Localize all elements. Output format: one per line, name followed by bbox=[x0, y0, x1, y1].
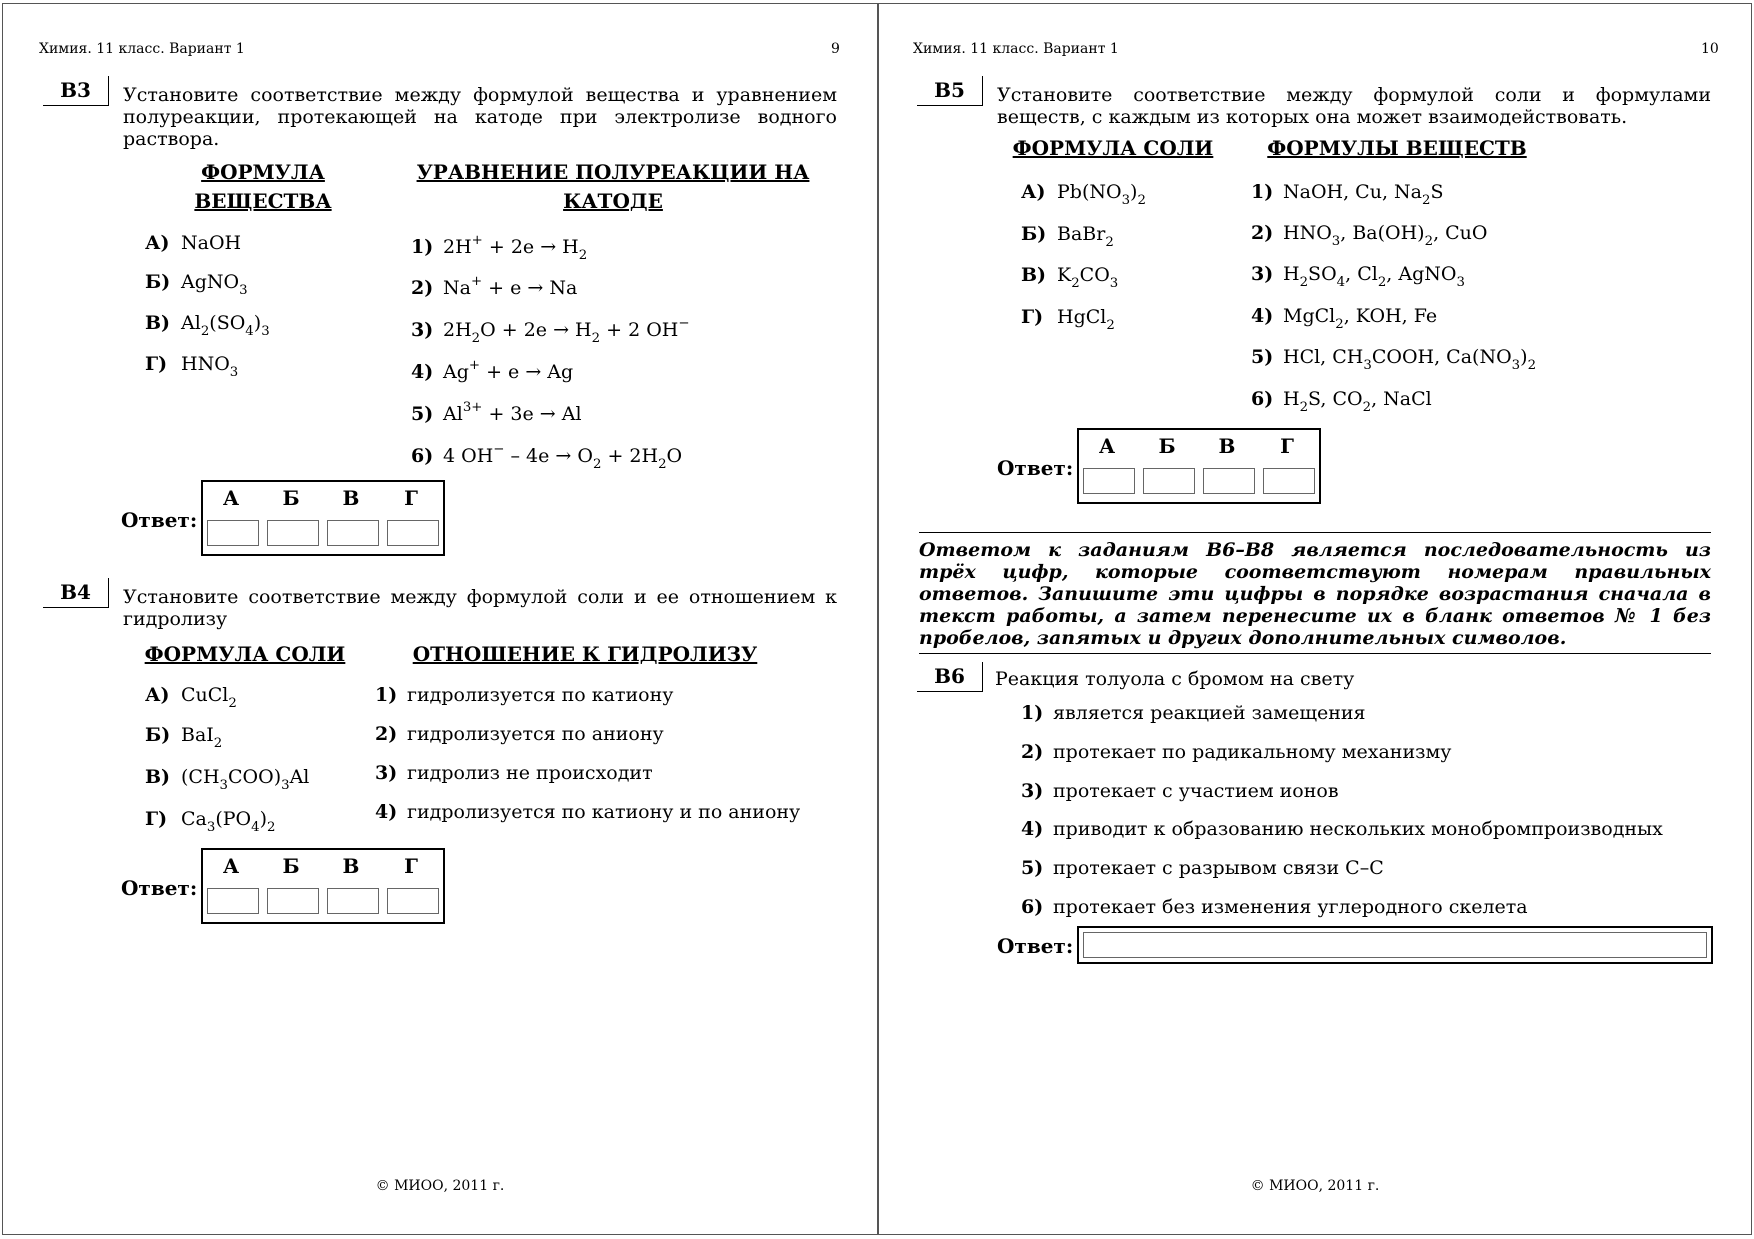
list-item: А) CuCl$_2$ bbox=[145, 684, 237, 711]
task-label-b3: B3 bbox=[43, 76, 109, 106]
answer-cell-v[interactable] bbox=[1203, 468, 1255, 494]
list-item: 1) NaOH, Cu, $Na_2S$ bbox=[1251, 181, 1444, 208]
answer-cell-b[interactable] bbox=[267, 520, 319, 546]
task-label-b4: B4 bbox=[43, 578, 109, 608]
column-header-cathode-reaction: УРАВНЕНИЕ ПОЛУРЕАКЦИИ НА КАТОДЕ bbox=[416, 160, 810, 213]
column-header-substances: ФОРМУЛЫ ВЕЩЕСТВ bbox=[1267, 136, 1527, 160]
instructions-notice: Ответом к заданиям В6–В8 является последовательность из трёх цифр, которые соответствуют номерам правильных ответов. Запишите эти цифры в порядке возрастания сначала в текст работы, а затем перенесите их в бланк ответов № 1 без пробелов, запятых и других дополнительных символов. bbox=[919, 532, 1711, 654]
answer-cell-b[interactable] bbox=[1143, 468, 1195, 494]
page-number: 10 bbox=[1701, 41, 1719, 57]
list-item: 5) протекает с разрывом связи С–С bbox=[1021, 857, 1384, 879]
list-item: Г) $HNO_3$ bbox=[145, 353, 239, 380]
answer-cell-a[interactable] bbox=[207, 888, 259, 914]
answer-cell-b[interactable] bbox=[267, 888, 319, 914]
list-item: 4) гидролизуется по катиону и по аниону bbox=[375, 801, 801, 823]
list-item: 2) протекает по радикальному механизму bbox=[1021, 741, 1452, 763]
list-item: 1) гидролизуется по катиону bbox=[375, 684, 674, 706]
answer-cell-v[interactable] bbox=[327, 888, 379, 914]
answer-label: Ответ: bbox=[997, 456, 1074, 480]
list-item: В) $Al_2(SO_4)_3$ bbox=[145, 312, 270, 339]
answer-cell-g[interactable] bbox=[387, 520, 439, 546]
column-header-hydrolysis: ОТНОШЕНИЕ К ГИДРОЛИЗУ bbox=[412, 642, 758, 666]
task-statement-b3: Установите соответствие между формулой вещества и уравнением полуреакции, протекающей на катоде при электролизе водного раствора. bbox=[123, 84, 837, 150]
task-label-b5: B5 bbox=[917, 76, 983, 106]
list-item: А) $Pb(NO_3)_2$ bbox=[1021, 181, 1146, 208]
answer-field-b6[interactable] bbox=[1077, 926, 1713, 964]
list-item: 4) Ag+ + e → Ag bbox=[411, 358, 574, 383]
list-item: 5) HCl, $CH_3COOH$, $Ca(NO_3)_2$ bbox=[1251, 346, 1537, 373]
list-item: 2) гидролизуется по аниону bbox=[375, 723, 664, 745]
list-item: 3) гидролиз не происходит bbox=[375, 762, 653, 784]
list-item: Г) $Ca_3(PO_4)_2$ bbox=[145, 808, 276, 835]
list-item: 5) $Al^{3+} + 3e \to Al$ bbox=[411, 400, 582, 425]
answer-cell-a[interactable] bbox=[207, 520, 259, 546]
list-item: 2) Na+ + e → Na bbox=[411, 274, 578, 299]
list-item: 3) протекает с участием ионов bbox=[1021, 780, 1339, 802]
list-item: Г) HgCl$_2$ bbox=[1021, 306, 1115, 333]
list-item: 4) MgCl$_2$, KOH, Fe bbox=[1251, 305, 1438, 332]
column-header-substance: ФОРМУЛА ВЕЩЕСТВА bbox=[194, 160, 332, 213]
list-item: Б) BaBr$_2$ bbox=[1021, 223, 1114, 250]
task-statement-b4: Установите соответствие между формулой соли и ее отношением к гидролизу bbox=[123, 586, 837, 630]
list-item: 4) приводит к образованию нескольких монобромпроизводных bbox=[1021, 818, 1663, 840]
list-item: А) NaOH bbox=[145, 232, 242, 254]
list-item: Б) BaI$_2$ bbox=[145, 724, 223, 751]
list-item: 1) $2H^+ + 2e \to H_2$ bbox=[411, 233, 588, 263]
list-item: В) $K_2CO_3$ bbox=[1021, 264, 1119, 291]
task-statement-b5: Установите соответствие между формулой соли и формулами веществ, с каждым из которых она может взаимодействовать. bbox=[997, 84, 1711, 128]
answer-table-b3: А Б В Г bbox=[201, 480, 445, 556]
answer-table-b4: А Б В Г bbox=[201, 848, 445, 924]
list-item: 3) $2H_2O + 2e \to H_2 + 2$ OH− bbox=[411, 316, 690, 346]
page-header: Химия. 11 класс. Вариант 1 bbox=[39, 41, 245, 57]
list-item: 6) 4 $OH^- - 4e \to O_2 + 2H_2O$ bbox=[411, 442, 683, 472]
list-item: 3) $H_2SO_4$, $Cl_2$, AgNO$_3$ bbox=[1251, 263, 1465, 290]
list-item: Б) AgNO$_3$ bbox=[145, 271, 248, 298]
list-item: 2) $HNO_3$, $Ba(OH)_2$, CuO bbox=[1251, 222, 1488, 249]
answer-cell-a[interactable] bbox=[1083, 468, 1135, 494]
answer-cell-g[interactable] bbox=[1263, 468, 1315, 494]
column-header-salt: ФОРМУЛА СОЛИ bbox=[1012, 136, 1214, 160]
answer-table-b5: А Б В Г bbox=[1077, 428, 1321, 504]
answer-label: Ответ: bbox=[997, 934, 1074, 958]
page-header: Химия. 11 класс. Вариант 1 bbox=[913, 41, 1119, 57]
answer-cell-g[interactable] bbox=[387, 888, 439, 914]
left-page bbox=[2, 3, 878, 1235]
page-footer: © МИОО, 2011 г. bbox=[1250, 1178, 1380, 1194]
page-number: 9 bbox=[831, 41, 840, 57]
page-footer: © МИОО, 2011 г. bbox=[375, 1178, 505, 1194]
list-item: В) $(CH_3COO)_3Al$ bbox=[145, 766, 310, 793]
task-label-b6: B6 bbox=[917, 662, 983, 692]
answer-label: Ответ: bbox=[121, 508, 198, 532]
answer-cell-v[interactable] bbox=[327, 520, 379, 546]
task-statement-b6: Реакция толуола с бромом на свету bbox=[995, 668, 1355, 690]
list-item: 6) $H_2S$, $CO_2$, NaCl bbox=[1251, 388, 1432, 415]
list-item: 6) протекает без изменения углеродного скелета bbox=[1021, 896, 1528, 918]
column-header-salt: ФОРМУЛА СОЛИ bbox=[144, 642, 346, 666]
right-page bbox=[878, 3, 1752, 1235]
answer-label: Ответ: bbox=[121, 876, 198, 900]
list-item: 1) является реакцией замещения bbox=[1021, 702, 1366, 724]
